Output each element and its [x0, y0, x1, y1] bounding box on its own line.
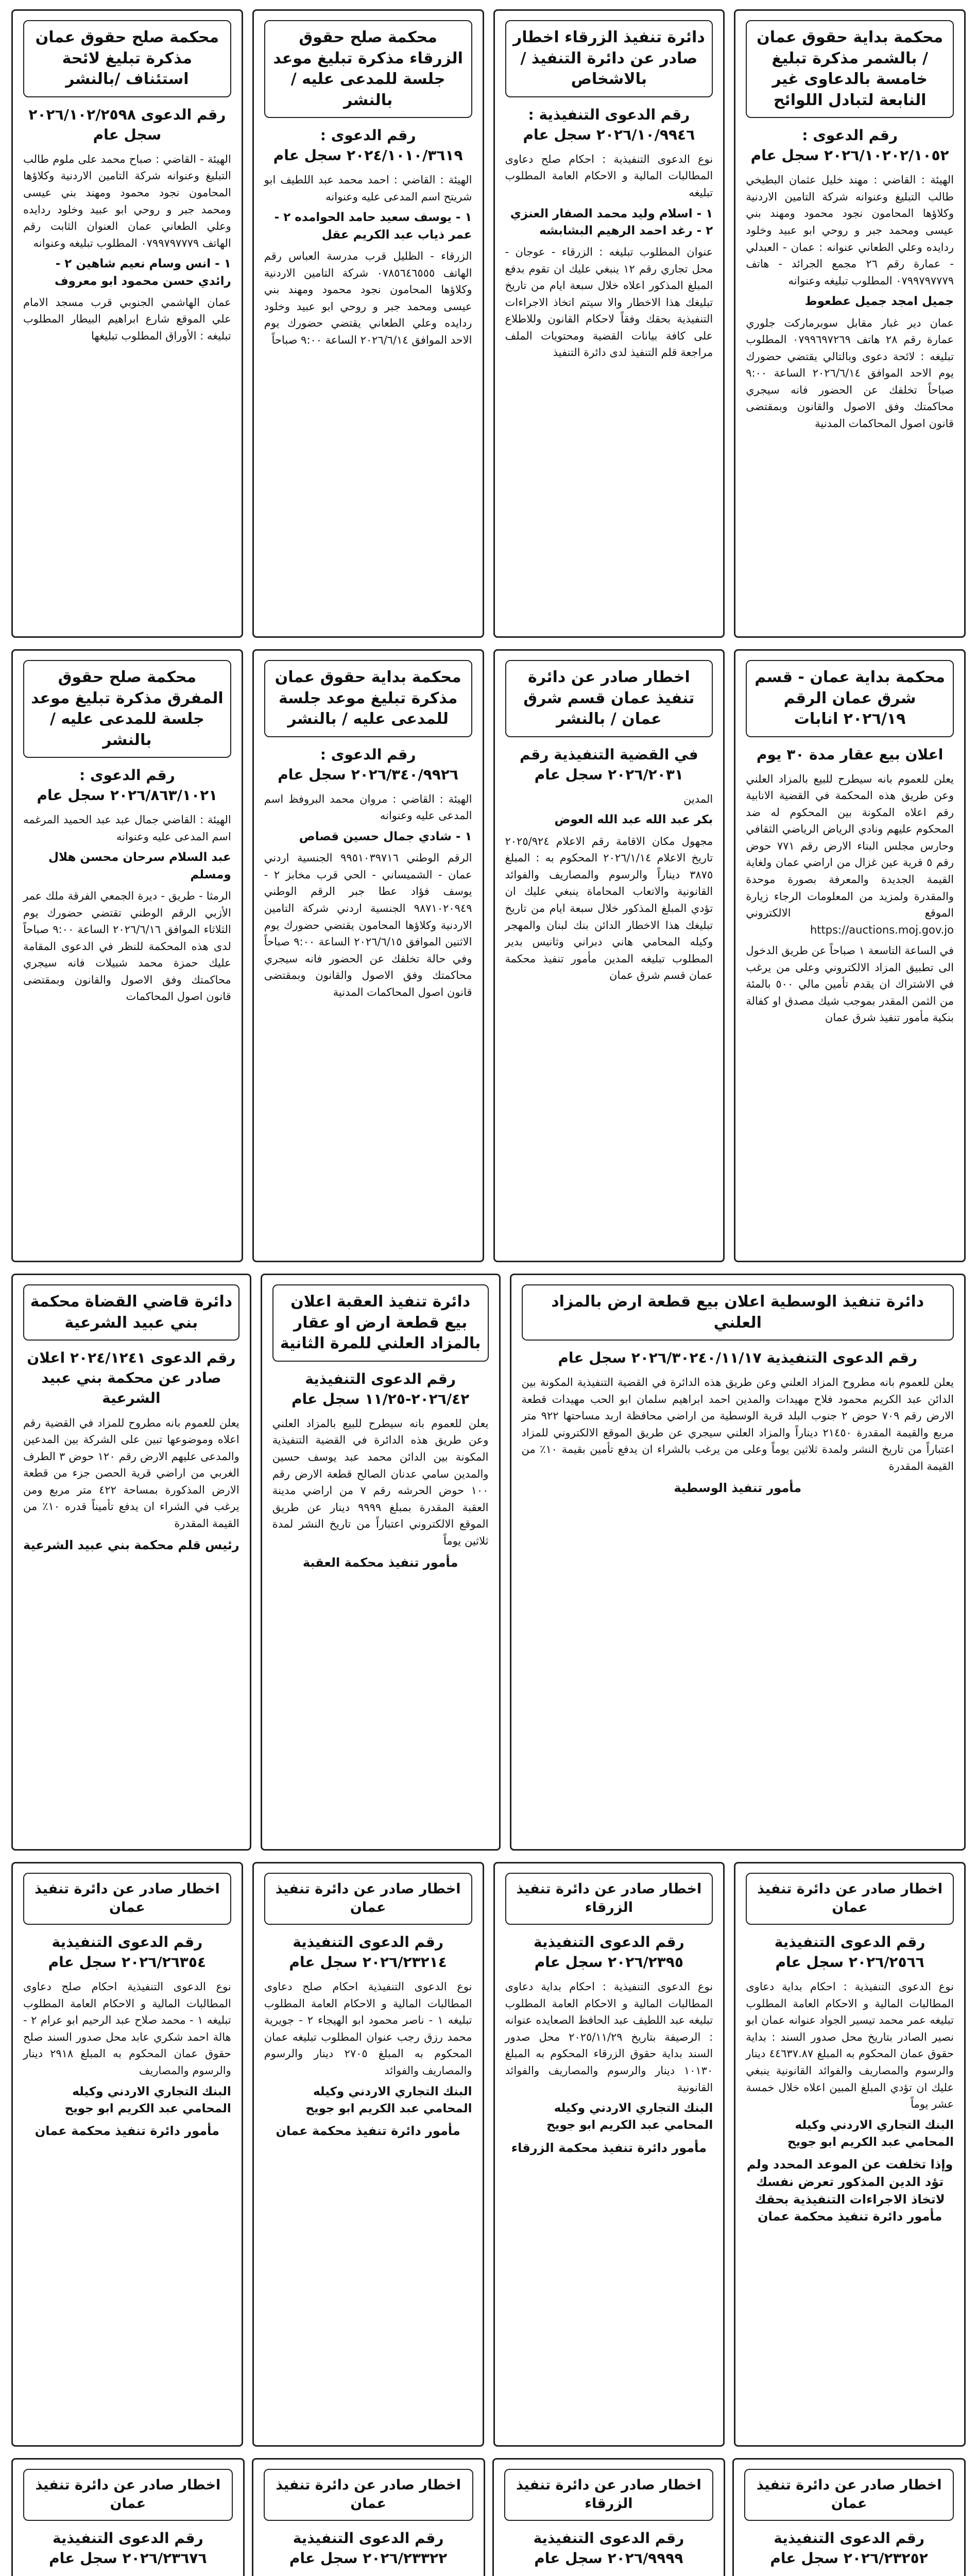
case-number: رقم الدعوى التنفيذية ٢٠٢٦/٢٣٦٧٦ سجل عام — [49, 2529, 207, 2567]
notice-card — [11, 2458, 245, 2576]
party-name: البنك التجاري الاردني وكيله المحامي عبد الكريم ابو جويح — [546, 2102, 713, 2132]
notice-card — [252, 1862, 484, 2447]
notice-card — [734, 1862, 966, 2447]
notice-header: محكمة صلح حقوق المفرق مذكرة تبليغ موعد جلسة للمدعى عليه / بالنشر — [23, 660, 231, 758]
notices-row-1 — [11, 9, 966, 638]
notice-header: دائرة تنفيذ الوسطية اعلان بيع قطعة ارض بالمزاد العلني — [522, 1284, 954, 1341]
notice-tail: عنوان المطلوب تبليغه : الزرقاء - عوجان - محل تجاري رقم ١٢ ينبغي عليك ان تقوم بدفع المبلغ المذكور اعلاه خلال سبعة ايام من تاريخ تبليغك هذا الاخطار والا سيتم اتخاذ الاجراءات التنفيذية بحقك وفقاً لاحكام القانون وللاطلاع على كافة بيانات القضية ومحتويات الملف مراجعة قلم التنفيذ لدى دائرة التنفيذ — [505, 246, 713, 359]
party-name: بكر عبد الله عبد الله العوض — [554, 813, 713, 827]
notices-row-3 — [11, 1274, 966, 1851]
party-name: البنك التجاري الاردني وكيله المحامي عبد الكريم ابو جويح — [305, 2084, 472, 2115]
notice-header: دائرة تنفيذ الزرقاء اخطار صادر عن دائرة التنفيذ / بالاشخاص — [505, 20, 713, 97]
notice-tail: عمان دير غبار مقابل سوبرماركت جلوري عمارة رقم ٢٨ هاتف ٠٧٩٩٦٩٧٢٦٩ المطلوب تبليغه : لائحة دعوى وبالتالي يقتضي حضورك يوم الاحد الموافق ٢٠٢٦/٦/١٤ الساعة ٩:٠٠ صباحاً تخلفك عن الحضور فانه سيجري محاكمتك وفق الاصول والقانون وبمقتضى قانون اصول المحاكمات المدنية — [746, 316, 954, 430]
notice-card — [252, 649, 484, 1262]
party-name: عبد السلام سرحان محسن هلال ومسلم — [48, 851, 231, 882]
notice-header: محكمة صلح حقوق عمان مذكرة تبليغ لائحة استئناف /بالنشر — [23, 20, 231, 97]
case-number: رقم الدعوى التنفيذية ٢٠٢٦/٢٣٢١٤ سجل عام — [289, 1933, 447, 1971]
notice-body: يعلن للعموم بانه مطروح للمزاد في القضية رقم اعلاه وموضوعها تبين على الشركة بين المدعين والمدعى عليهم الارض رقم ١٢٠ حوض ٣ الطرف الغربي من اراضي قرية الحصن جزء من قطعة الارض المذكورة بمساحة ٤٢٢ متر مربع ومن يرغب في الشراء ان يدفع تأميناً قدره ١٠٪ من القيمة المقدرة — [23, 1416, 239, 1530]
notice-header: اخطار صادر عن دائرة تنفيذ عمان — [23, 1873, 231, 1925]
notice-header: اخطار صادر عن دائرة تنفيذ الزرقاء — [504, 2469, 714, 2521]
notice-card — [732, 2458, 966, 2576]
notice-body: نوع الدعوى التنفيذية : احكام بداية دعاوى المطالبات المالية و الاحكام العامة المطلوب تبليغه عبد اللطيف عبد الحافظ الصعايده عنوانه : الرصيفة بتاريخ ٢٠٢٥/١١/٢٩ محل صدور السند بداية حقوق الزرقاء المحكوم به المبلغ ١٠١٣٠ دينار والرسوم والمصاريف والفوائد القانونية — [505, 1980, 713, 2094]
notice-body: نوع الدعوى التنفيذية : احكام بداية دعاوى المطالبات المالية و الاحكام العامة المطلوب تبليغه عمر محمد تيسير الجواد عنوانه عمان ابو نصير الصادر بتاريخ محل صدور السند : بداية حقوق عمان المحكوم به المبلغ ٤٤٦٣٧.٨٧ دينار والرسوم والمصاريف والفوائد القانونية ينبغي عليك ان تؤدي المبلغ المبين اعلاه خلال خمسة عشر يوماً — [746, 1980, 954, 2111]
notice-card — [11, 649, 243, 1262]
notice-tail: عمان الهاشمي الجنوبي قرب مسجد الامام علي الموقع شارع ابراهيم البيطار المطلوب تبليغه : الأوراق المطلوب تبليغها — [23, 296, 231, 342]
case-number: اعلان بيع عقار مدة ٣٠ يوم — [756, 745, 944, 763]
party-name: ١ - شادي جمال حسين قصاص — [299, 829, 472, 843]
notice-header: اخطار صادر عن دائرة تنفيذ عمان — [744, 2469, 954, 2521]
notice-tail: الرقم الوطني ٩٩٥١٠٣٩٧١٦ الجنسية اردني عمان - الشميساني - الحي قرب مخابز ٢ - يوسف فؤاد عطا جبر الرقم الوطني ٩٨٧١٠٢٠٩٤٩ الجنسية اردني شركة التامين الاردنية وكلاؤها المحامون يقتضي حضورك يوم الاثنين الموافق ٢٠٢٦/٦/١٥ الساعة ٩:٠٠ صباحاً وفي حالة تخلفك عن الحضور فانه سيجري محاكمتك وفق الاصول والقانون وبمقتضى قانون اصول المحاكمات المدنية — [264, 852, 472, 998]
notice-card — [252, 2458, 485, 2576]
notice-body: يعلن للعموم بانه سيطرح للبيع بالمزاد العلني وعن طريق هذه الدائرة في القضية التنفيذية المكونة بين الدائن محمد عبد يوسف حسين والمدين سامي عدنان الصالح قطعة الارض رقم ١٠٠ حوض الحرشه رقم ٧ من اراضي مدينة العقبة المقدرة بمبلغ ٩٩٩٩ دينار عن طريق الموقع الالكتروني اعتباراً من تاريخ النشر لمدة ثلاثين يوماً — [272, 1417, 489, 1547]
case-number: رقم الدعوى التنفيذية : ٢٠٢٦/١٠/٩٩٤٦ سجل عام — [523, 106, 695, 143]
notice-body: الهيئة : القاضي : مهند خليل عثمان البطيخي طالب التبليغ وعنوانه شركة التامين الاردنية وكلاؤها المحامون نجود محمود ومهند بني عيسى ومحمد جبر و روحي ابو عبيد وخلود ردايده وعلي الطعاني عنوانه : عمان - العبدلي - عمارة رقم ٢٦ مجمع الجرائد - هاتف ٠٧٩٩٧٩٧٧٧٩ المطلوب تبليغه وعنوانه — [746, 174, 954, 287]
party-name: البنك التجاري الاردني وكيله المحامي عبد الكريم ابو جويح — [787, 2118, 954, 2149]
notice-tail: الرمثا - طريق - ديرة الجمعي الفرقة ملك عمر الأزبي الرقم الوطني تقتضي حضورك يوم الثلاثاء الموافق ٢٠٢٦/٦/١٦ الساعة ٩:٠٠ صباحاً لدى هذه المحكمة للنظر في الدعوى المقامة عليك حمزة محمد شبيلات فانه سيجري محاكمتك وفق الاصول والقانون وبمقتضى قانون اصول المحاكمات — [23, 890, 231, 1003]
notice-card — [11, 1274, 251, 1851]
notice-body: الهيئة : القاضي : احمد محمد عبد اللطيف ابو شريتح اسم المدعى عليه وعنوانه — [264, 174, 472, 203]
notice-tail: مجهول مكان الاقامة رقم الاعلام ٢٠٢٥/٩٢٤ تاريخ الاعلام ٢٠٢٦/١/١٤ المحكوم به : المبلغ ٣٨٧٥ ديناراً والرسوم والمصاريف والفوائد القانونية والاتعاب المحاماة ينبغي عليك ان تؤدي المبلغ المذكور خلال سبعة ايام من تاريخ تبليغك هذا الاخطار الدائن بنك لبنان والمهجر وكيله المحامي هاني دبراني وثانيس بدير المطلوب تبليغه المدين مأمور تنفيذ محكمة عمان قسم شرق عمان — [505, 835, 713, 982]
notices-row-2 — [11, 649, 966, 1262]
notice-body: يعلن للعموم بانه سيطرح للبيع بالمزاد العلني وعن طريق هذه المحكمة في القضية الانابية رقم اعلاه المكونة بين المحكوم له ضد المحكوم عليهم ونادي الرياض الرياضي الثقافي وحارس مجلس البناء الارض رقم ٧٧١ حوض رقم ٥ قرية عين غزال من اراضي عمان ولغاية القيمة الجديدة والمعرفة بصورة موحدة والمقدرة ولمزيد من المعلومات الرجاء زيارة الموقع الالكتروني https://auctions.moj.gov.jo — [746, 772, 954, 936]
notice-body: يعلن للعموم بانه مطروح المزاد العلني وعن طريق هذه الدائرة في القضية التنفيذية المكونة بين الدائن عبد الكريم محمود فلاح مهيدات والمدين احمد ابراهيم سلمان ابو الحب مهيدات قطعة الارض رقم ٧٠٩ حوض ٢ جنوب البلد قرية الوسطية من اراضي محافظة اربد مساحتها ٩٢٢ متر مربع والقيمة المقدرة ٢١٤٥٠ ديناراً والمزاد العلني سيجري عن طريق الموقع الالكتروني للمزاد اعتباراً من تاريخ النشر ولمدة ثلاثين يوماً وعلى من يرغب بالشراء ان يدفع تأمين بقيمة ١٠٪ من القيمة المقدرة — [521, 1376, 954, 1472]
notice-body: المدين — [683, 792, 713, 805]
notice-header: اخطار صادر عن دائرة تنفيذ عمان — [264, 2469, 473, 2521]
party-name: جميل امجد جميل عطعوط — [804, 295, 954, 309]
notice-signature: رئيس قلم محكمة بني عبيد الشرعية — [23, 1538, 239, 1553]
notice-signature: مأمور دائرة تنفيذ محكمة عمان — [276, 2124, 460, 2139]
notice-signature: وإذا تخلفت عن الموعد المحدد ولم تؤد الدين المذكور تعرض نفسك لاتخاذ الاجراءات التنفيذية بحقك مأمور دائرة تنفيذ محكمة عمان — [746, 2157, 953, 2224]
notice-card — [11, 9, 243, 638]
notice-body: الهيئة : القاضي : مروان محمد البروفظ اسم المدعى عليه وعنوانه — [264, 792, 472, 822]
case-number: رقم الدعوى : ٢٠٢٦/٨٦٣/١٠٢١ سجل عام — [37, 767, 218, 804]
notice-card — [11, 1862, 243, 2447]
notice-body: الهيئة - القاضي : صباح محمد على ملوم طالب التبليغ وعنوانه شركة التامين الاردنية وكلاؤها المحامون نجود محمود ومهند بني عيسى ومحمد جبر و روحي ابو عبيد وخلود ردايده وعلي الطعاني عمان العنوان الثابت رقم الهاتف ٠٧٩٩٧٩٧٧٧٩ المطلوب تبليغه وعنوانه — [23, 152, 231, 249]
notice-signature: مأمور تنفيذ محكمة العقبة — [302, 1555, 458, 1570]
notice-card — [493, 1862, 725, 2447]
case-number: رقم الدعوى ٢٠٢٤/١٢٤١ اعلان صادر عن محكمة بني عبيد الشرعية — [27, 1349, 236, 1407]
case-number: رقم الدعوى التنفيذية ٢٠٢٦/٢٥٦٦ سجل عام — [774, 1933, 925, 1971]
notice-header: دائرة تنفيذ العقبة اعلان بيع قطعة ارض او عقار بالمزاد العلني للمرة الثانية — [272, 1284, 489, 1362]
party-name: ١ - يوسف سعيد حامد الحوامده ٢ - عمر ذياب عبد الكريم عقل — [274, 211, 472, 242]
notice-body: نوع الدعوى التنفيذية : احكام صلح دعاوى المطالبات المالية و الاحكام العامة المطلوب تبليغه — [505, 152, 713, 199]
case-number: رقم الدعوى التنفيذية ٢٠٢٦/٢٣٣٢٢ سجل عام — [289, 2529, 448, 2567]
notice-card — [734, 649, 966, 1262]
notice-tail: في الساعة التاسعة ١ صباحاً عن طريق الدخول الى تطبيق المزاد الالكتروني وعلى من يرغب في الاشتراك ان يقدم تأمين مالي ٥٠٠ بالمئة من الثمن المقدر بموجب شيك مصدق او كفالة بنكية مأمور تنفيذ شرق عمان — [746, 944, 954, 1024]
notice-header: محكمة بداية حقوق عمان مذكرة تبليغ موعد جلسة للمدعى عليه / بالنشر — [264, 660, 472, 737]
notice-header: محكمة صلح حقوق الزرقاء مذكرة تبليغ موعد جلسة للمدعى عليه / بالنشر — [264, 20, 472, 118]
case-number: رقم الدعوى التنفيذية ٢٠٢٦/٣٠٢٤٠/١١/١٧ سجل عام — [558, 1349, 918, 1366]
notice-header: اخطار صادر عن دائرة تنفيذ الزرقاء — [505, 1873, 713, 1925]
case-number: رقم الدعوى ٢٠٢٦/١٠٢/٢٥٩٨ سجل عام — [28, 106, 226, 143]
case-number: رقم الدعوى التنفيذية ٢٠٢٦/٢٣٩٥ سجل عام — [533, 1933, 684, 1971]
notice-header: محكمة بداية حقوق عمان / بالشمر مذكرة تبليغ خامسة بالدعاوى غير النابعة لتبادل اللوائح — [746, 20, 954, 118]
notice-card — [493, 649, 725, 1262]
case-number: رقم الدعوى التنفيذية ٢٠٢٦/٤٢-١١/٢٥ سجل عام — [291, 1370, 470, 1408]
notice-header: اخطار صادر عن دائرة تنفيذ عمان — [746, 1873, 954, 1925]
case-number: رقم الدعوى : ٢٠٢٦/١٠٢٠٢/١٠٥٢ سجل عام — [750, 127, 949, 164]
notices-row-5 — [11, 2458, 966, 2576]
case-number: رقم الدعوى التنفيذية ٢٠٢٦/٢٦٣٥٤ سجل عام — [48, 1933, 207, 1971]
case-number: رقم الدعوى التنفيذية ٢٠٢٦/٢٣٢٥٢ سجل عام — [770, 2529, 928, 2567]
party-name: ١ - انس وسام نعيم شاهين ٢ - رائدي حسن محمود ابو معروف — [54, 257, 231, 288]
notice-card — [261, 1274, 501, 1851]
notice-card — [252, 9, 484, 638]
notice-header: محكمة بداية عمان - قسم شرق عمان الرقم ٢٠٢٦/١٩ انابات — [746, 660, 954, 737]
notice-header: اخطار صادر عن دائرة تنفيذ عمان — [264, 1873, 472, 1925]
notice-card — [734, 9, 966, 638]
party-name: البنك التجاري الاردني وكيله المحامي عبد الكريم ابو جويح — [64, 2084, 231, 2115]
notice-card — [492, 2458, 726, 2576]
notice-header: اخطار صادر عن دائرة تنفيذ عمان قسم شرق عمان / بالنشر — [505, 660, 713, 737]
notice-card — [510, 1274, 966, 1851]
notice-body: الهيئة : القاضي جمال عبد عبد الحميد المرغمه اسم المدعى عليه وعنوانه — [23, 814, 231, 843]
notice-header: اخطار صادر عن دائرة تنفيذ عمان — [23, 2469, 233, 2521]
notice-body: نوع الدعوى التنفيذية احكام صلح دعاوى المطالبات المالية و الاحكام العامة المطلوب تبليغه ١ - محمد صلاح عبد الرحيم ابو عرام ٢ - هالة احمد شكري عابد محل صدور السند صلح حقوق عمان المحكوم به المبلغ ٢٩١٨ دينار والرسوم والمصاريف — [23, 1980, 231, 2077]
party-name: ١ - اسلام وليد محمد الصفار العنزي ٢ - رغد احمد الرهيم البشابشه — [510, 207, 713, 238]
case-number: في القضية التنفيذية رقم ٢٠٢٦/٢٠٣١ سجل عام — [519, 745, 698, 783]
notice-signature: مأمور دائرة تنفيذ محكمة عمان — [35, 2124, 219, 2139]
notice-tail: الزرقاء - الظليل قرب مدرسة العباس رقم الهاتف ٠٧٨٥٦٤٦٥٥٥ شركة التامين الاردنية وكلاؤها المحامون نجود محمود ومهند بني عيسى ومحمد جبر و روحي ابو عبيد وخلود ردايده وعلي الطعاني يقتضي حضورك يوم الاحد الموافق ٢٠٢٦/٦/١٤ الساعة ٩:٠٠ صباحاً — [264, 250, 472, 346]
notice-body: نوع الدعوى التنفيذية احكام صلح دعاوى المطالبات المالية و الاحكام العامة المطلوب تبليغه ١ - ناصر محمود ابو الهيجاء ٢ - جويرية محمد رزق رجب عنوان المطلوب تبليغه عمان المحكوم به المبلغ ٢٧٠٥ دينار والرسوم والمصاريف والفوائد — [264, 1980, 472, 2077]
case-number: رقم الدعوى : ٢٠٢٤/١٠١٠/٣٦١٩ سجل عام — [273, 127, 463, 164]
notices-row-4 — [11, 1862, 966, 2447]
notice-card — [493, 9, 725, 638]
case-number: رقم الدعوى التنفيذية ٢٠٢٦/٩٩٩٩ سجل عام — [533, 2529, 684, 2567]
notice-signature: مأمور تنفيذ الوسطية — [674, 1481, 802, 1496]
notice-signature: مأمور دائرة تنفيذ محكمة الزرقاء — [511, 2140, 707, 2155]
case-number: رقم الدعوى : ٢٠٢٦/٣٤٠/٩٩٢٦ سجل عام — [278, 745, 459, 783]
notice-header: دائرة قاضي القضاة محكمة بني عبيد الشرعية — [23, 1284, 239, 1341]
